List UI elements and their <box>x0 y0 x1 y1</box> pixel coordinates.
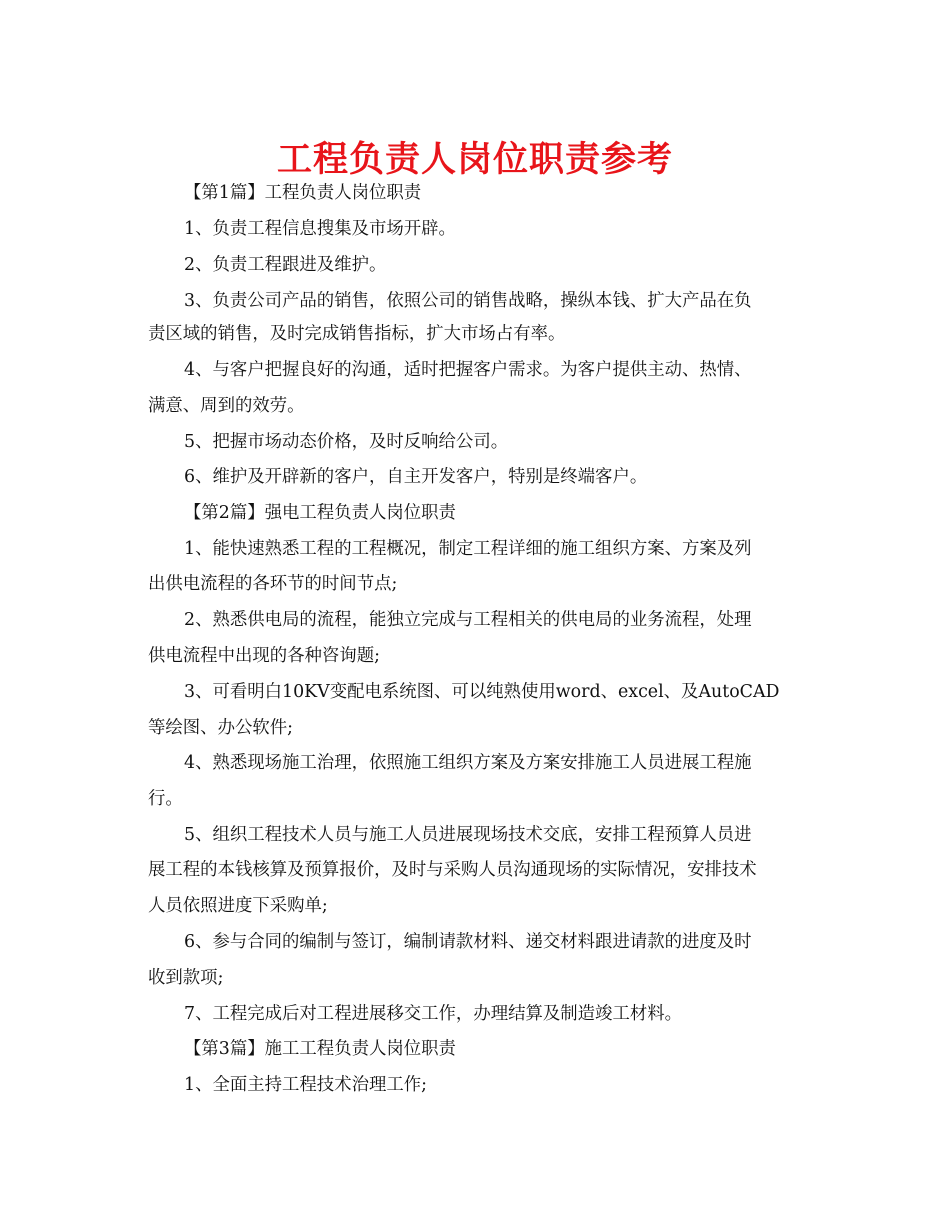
document-title: 工程负责人岗位职责参考 <box>276 140 673 180</box>
paragraph-line: 6、维护及开辟新的客户，自主开发客户，特别是终端客户。 <box>184 467 648 487</box>
paragraph-line: 2、负责工程跟进及维护。 <box>184 255 387 275</box>
paragraph-line: 3、负责公司产品的销售，依照公司的销售战略，操纵本钱、扩大产品在负 <box>184 291 752 311</box>
paragraph-line: 1、能快速熟悉工程的工程概况，制定工程详细的施工组织方案、方案及列 <box>184 539 752 559</box>
paragraph-line: 行。 <box>148 789 183 809</box>
paragraph-line: 4、熟悉现场施工治理，依照施工组织方案及方案安排施工人员进展工程施 <box>184 753 752 773</box>
paragraph-line: 2、熟悉供电局的流程，能独立完成与工程相关的供电局的业务流程，处理 <box>184 610 752 630</box>
paragraph-line: 人员依照进度下采购单; <box>148 896 328 916</box>
paragraph-line: 1、全面主持工程技术治理工作; <box>184 1075 428 1095</box>
paragraph-line: 1、负责工程信息搜集及市场开辟。 <box>184 219 456 239</box>
paragraph-line: 7、工程完成后对工程进展移交工作，办理结算及制造竣工材料。 <box>184 1004 683 1024</box>
paragraph-line: 展工程的本钱核算及预算报价，及时与采购人员沟通现场的实际情况，安排技术 <box>148 860 757 880</box>
paragraph-line: 出供电流程的各环节的时间节点; <box>148 574 398 594</box>
section-heading-1: 【第1篇】工程负责人岗位职责 <box>184 183 422 203</box>
paragraph-line: 责区域的销售，及时完成销售指标，扩大市场占有率。 <box>148 324 566 344</box>
paragraph-line: 满意、周到的效劳。 <box>148 396 305 416</box>
section-heading-3: 【第3篇】施工工程负责人岗位职责 <box>184 1039 456 1059</box>
paragraph-line: 3、可看明白10KV变配电系统图、可以纯熟使用word、excel、及AutoCAD <box>184 682 780 702</box>
paragraph-line: 等绘图、办公软件; <box>148 718 293 738</box>
section-heading-2: 【第2篇】强电工程负责人岗位职责 <box>184 503 456 523</box>
paragraph-line: 供电流程中出现的各种咨询题; <box>148 646 380 666</box>
paragraph-line: 5、把握市场动态价格，及时反响给公司。 <box>184 432 509 452</box>
paragraph-line: 5、组织工程技术人员与施工人员进展现场技术交底，安排工程预算人员进 <box>184 825 752 845</box>
paragraph-line: 4、与客户把握良好的沟通，适时把握客户需求。为客户提供主动、热情、 <box>184 360 752 380</box>
paragraph-line: 收到款项; <box>148 968 224 988</box>
paragraph-line: 6、参与合同的编制与签订，编制请款材料、递交材料跟进请款的进度及时 <box>184 932 752 952</box>
